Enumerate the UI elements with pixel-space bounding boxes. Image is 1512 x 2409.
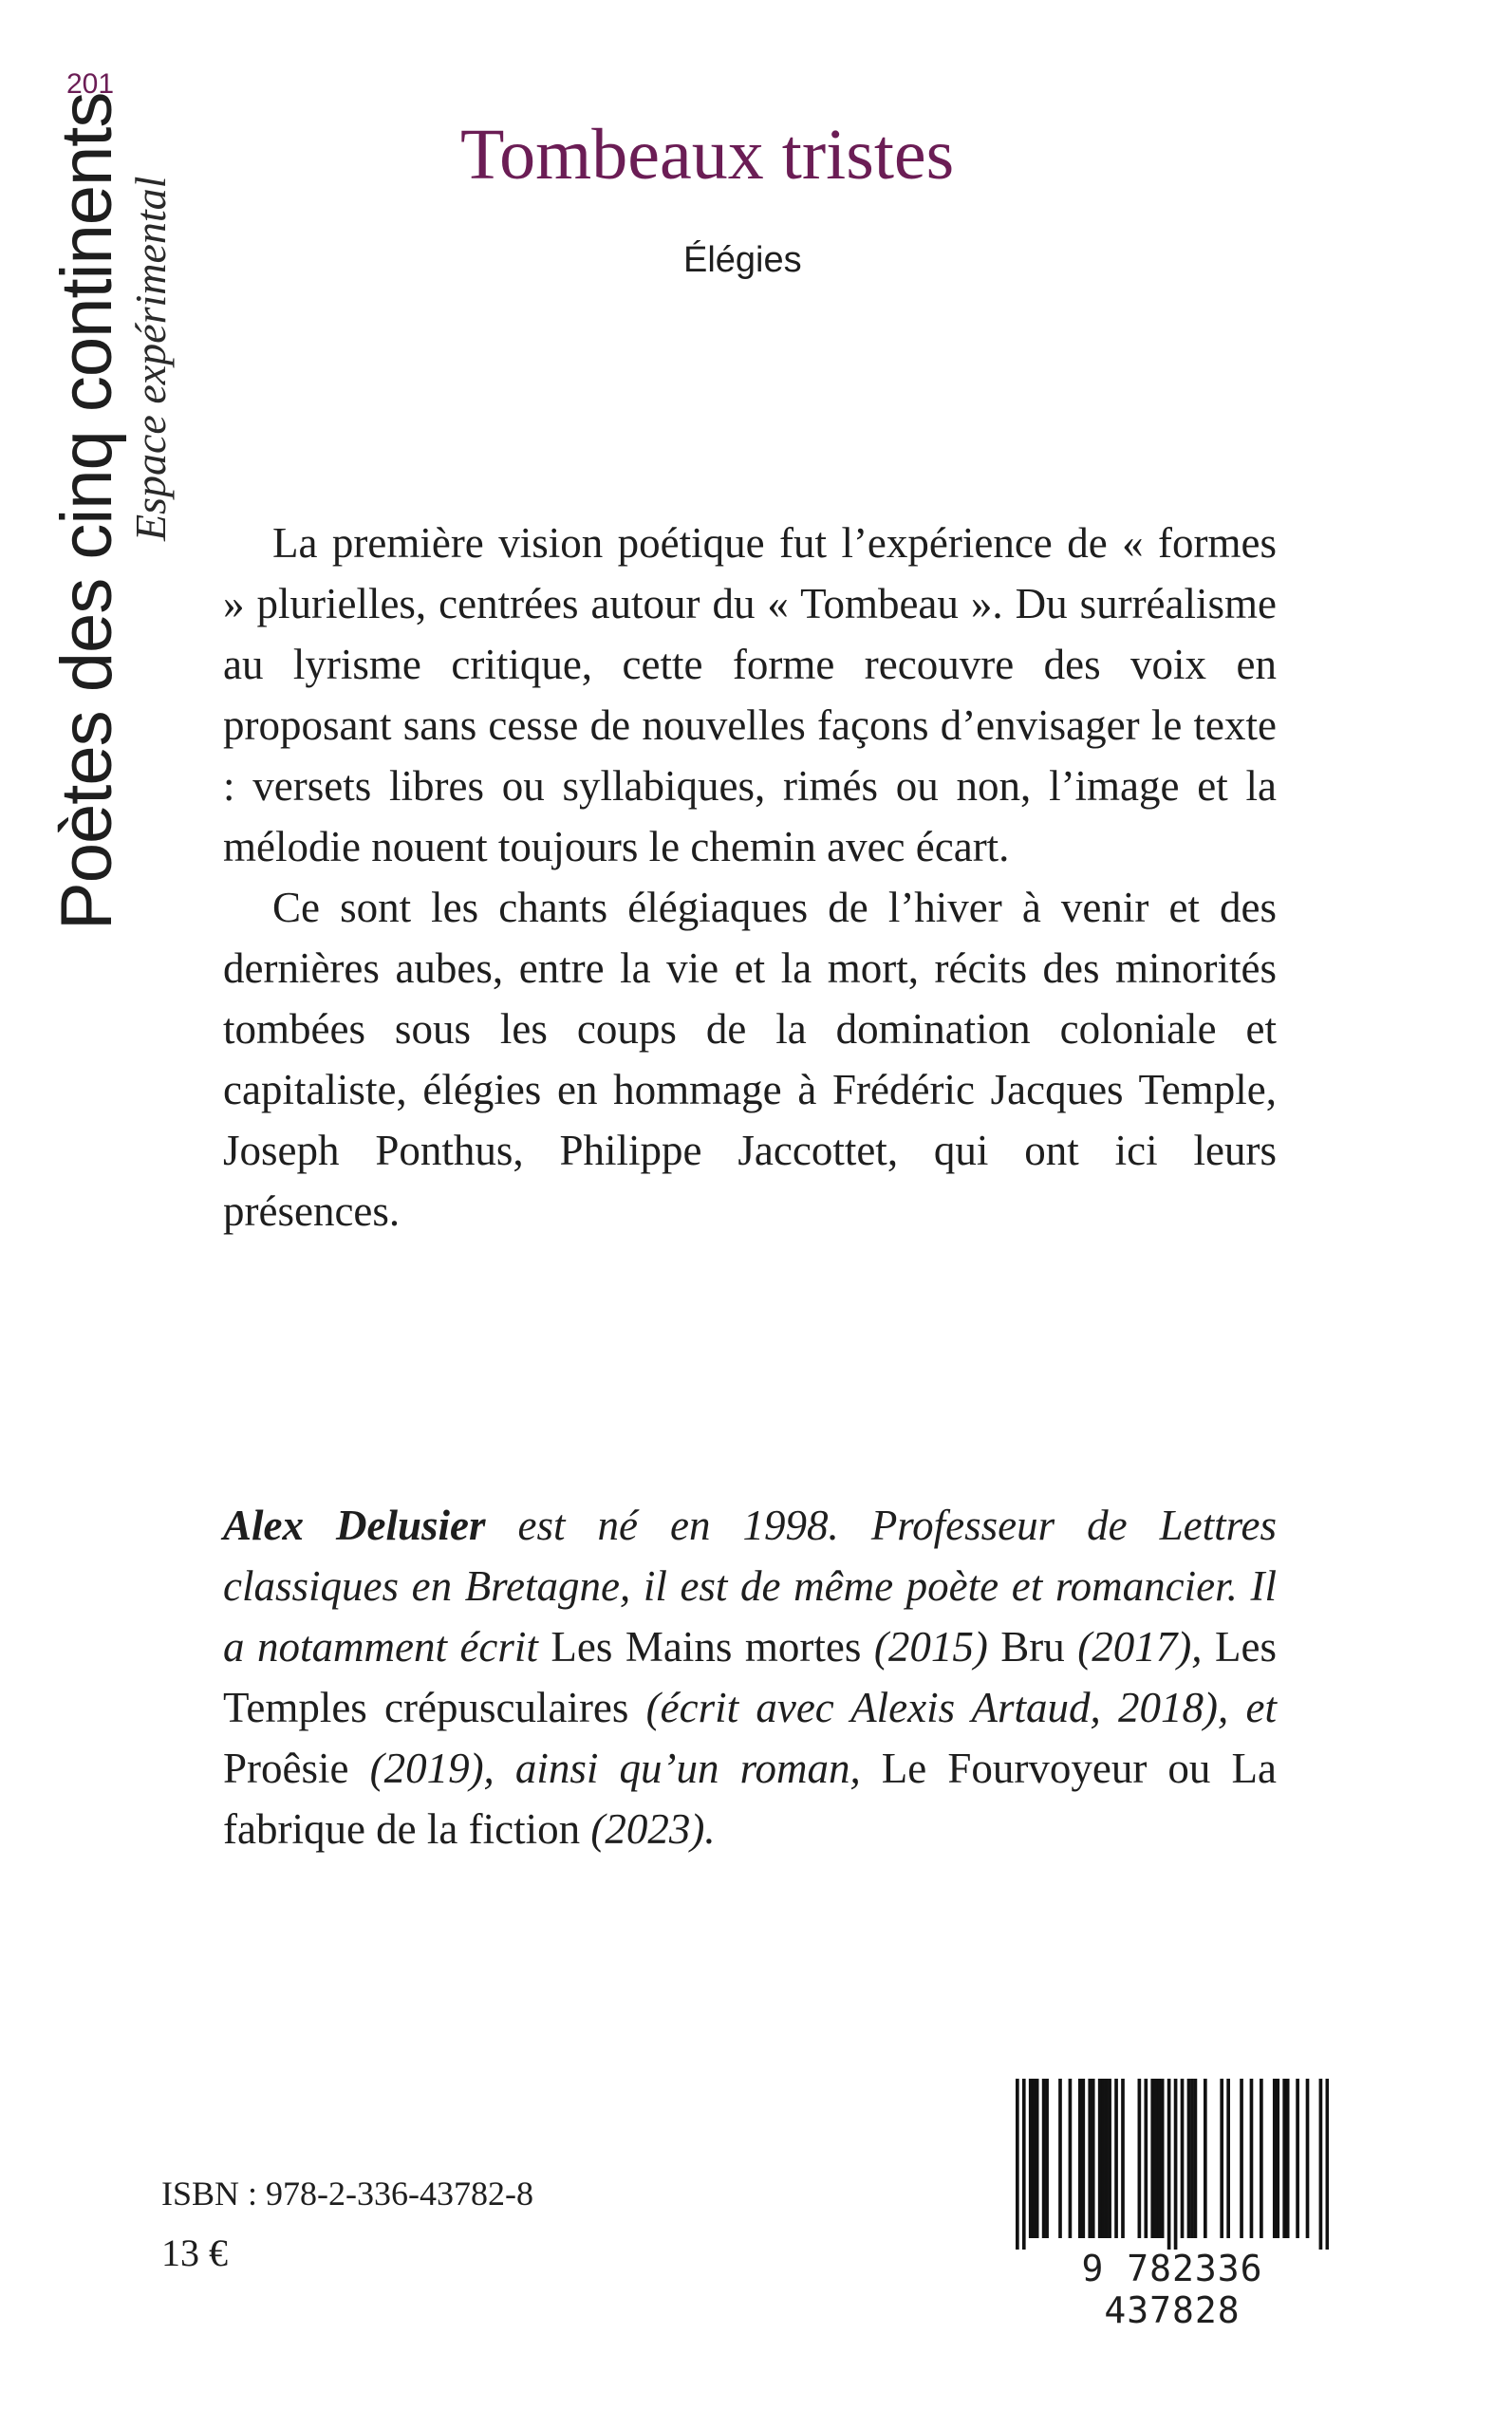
bio-text: (2019), ainsi qu’un roman, [348,1745,882,1792]
series-number: 201 [66,68,115,100]
barcode-bar [1276,2079,1279,2238]
bio-text: est né en 1998. Professeur de Lettres classiques en Bretagne, il est de même poète et romancier. Il a notamment écrit [223,1502,1277,1671]
barcode-bar [1032,2079,1036,2238]
barcode-bar [1296,2079,1299,2238]
barcode-bar [1273,2079,1277,2238]
barcode-bar [1167,2079,1171,2250]
barcode-bar [1190,2079,1194,2238]
blurb [223,513,1277,1242]
author-bio-paragraph [223,1495,1277,1859]
barcode-bar [1306,2079,1310,2238]
barcode-bar [1154,2079,1158,2238]
barcode-bar [1161,2079,1165,2238]
barcode-bar [1157,2079,1161,2238]
book-genre: Élégies [683,240,802,280]
book-title: Tombeaux tristes [460,115,955,195]
barcode-bar [1016,2079,1019,2250]
barcode-bar [1069,2079,1073,2238]
barcode-bar [1220,2079,1223,2238]
barcode-bar [1036,2079,1039,2238]
bio-work-title: Bru [1000,1623,1065,1671]
barcode-bar [1042,2079,1046,2238]
author-name: Alex Delusier [223,1502,486,1549]
barcode-bar [1105,2079,1109,2238]
barcode-digits: 9 782336 437828 [1081,2248,1263,2331]
bio-text: (2017), [1064,1623,1215,1671]
isbn: ISBN : 978-2-336-43782-8 [161,2175,533,2213]
barcode-bar [1144,2079,1148,2238]
price: 13 € [161,2232,228,2274]
barcode-bar [1078,2079,1082,2238]
barcode-bar [1286,2079,1290,2238]
bio-work-title: Les Temples crépusculaires [223,1623,1277,1731]
barcode-bar [1081,2079,1085,2238]
barcode-bar [1114,2079,1118,2238]
barcode-bar [1226,2079,1230,2238]
bio-text: (écrit avec Alexis Artaud, 2018), et [628,1684,1277,1731]
barcode-bar [1088,2079,1092,2238]
barcode-bar [1058,2079,1062,2238]
barcode-bar [1138,2079,1142,2238]
blurb-paragraph-1: La première vision poétique fut l’expérience de « formes » plurielles, centrées autour du « Tombeau ». Du surréalisme au lyrisme critique, cette forme recouvre des voix en proposant sans cesse de nouvelles façons d’envisager le texte : versets libres ou syllabiques, rimés ou non, l’image et la mélodie nouent toujours le chemin avec écart. [223,519,1277,870]
barcode-bar [1101,2079,1105,2238]
barcode [1016,2079,1329,2331]
series-spine [47,92,182,930]
barcode-bar [1194,2079,1198,2238]
barcode-bar [1282,2079,1286,2238]
barcode-bar [1029,2079,1033,2238]
barcode-bar [1174,2079,1178,2250]
barcode-bar [1240,2079,1243,2238]
bio-work-title: Le Fourvoyeur ou La fabrique de la fiction [223,1745,1277,1853]
barcode-bar [1319,2079,1323,2250]
bio-work-title: Proêsie [223,1745,349,1792]
bio-text: (2015) [861,1623,1001,1671]
barcode-bar [1187,2079,1191,2238]
author-bio [223,1495,1277,1859]
barcode-bar [1098,2079,1102,2238]
barcode-bar [1326,2079,1329,2250]
series-subtitle: Espace expérimental [126,176,175,541]
barcode-bar [1108,2079,1111,2238]
series-title: Poètes des cinq continents [47,92,127,930]
barcode-bar [1150,2079,1154,2238]
barcode-bars [1016,2079,1329,2250]
barcode-bar [1250,2079,1254,2238]
barcode-bar [1092,2079,1095,2238]
blurb-paragraph-2: Ce sont les chants élégiaques de l’hiver à venir et des dernières aubes, entre la vie et la mort, récits des minorités tombées sous les coups de la domination coloniale et capitaliste, élégies en hommage à Frédéric Jacques Temple, Joseph Ponthus, Philippe Jaccottet, qui ont ici leurs présences. [223,884,1277,1235]
bio-text: (2023). [580,1805,716,1853]
barcode-bar [1045,2079,1049,2238]
bio-work-title: Les Mains mortes [551,1623,862,1671]
barcode-bar [1260,2079,1263,2238]
barcode-bar [1121,2079,1125,2238]
barcode-bar [1204,2079,1207,2238]
barcode-bar [1181,2079,1185,2238]
barcode-bar [1022,2079,1026,2250]
